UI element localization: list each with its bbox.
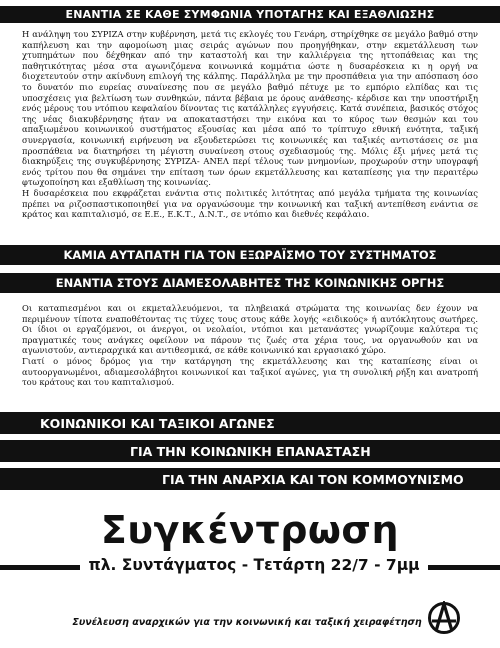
slogan-text: ΓΙΑ ΤΗΝ ΚΟΙΝΩΝΙΚΗ ΕΠΑΝΑΣΤΑΣΗ bbox=[130, 443, 371, 459]
event-details-text: πλ. Συντάγματος - Τετάρτη 22/7 - 7μμ bbox=[88, 556, 420, 574]
banner-against-mediators bbox=[0, 273, 500, 293]
section1-paragraph: Η ανάληψη του ΣΥΡΙΖΑ στην κυβέρνηση, μετά τις εκλογές του Γενάρη, στηρίχθηκε σε μεγάλο βαθμό στην καπήλευση και την αφομοίωση μιας σειράς αγώνων που προηγήθηκαν, στην εκμετάλλευση των χτυπημάτων που δέχθηκαν από την καταστολή και την καλλιέργεια της ηττοπάθειας και της παθητικότητας μέσα στα αγωνιζόμενα κοινωνικά κομμάτια ώστε η δυσαρέσκεια κι η οργή να διοχετευτούν στην ακίνδυνη επιλογή της κάλπης. Παράλληλα με την προσπάθεια για την απόσπαση όσο το δυνατόν πιο ευρείας συναίνεσης που σε μεγάλο βαθμό πέτυχε με το εμπόριο ελπίδας και τις υποσχέσεις για βελτίωση των συνθηκών, πάντα βέβαια με όρους ανάθεσης- κέρδισε και την υποστήριξη ενός μέρους του ντόπιου κεφαλαίου δίνοντας τις κατάλληλες εγγυήσεις. Κατά συνέπεια, βασικός στόχος της νέας διακυβέρνησης ήταν να αποκαταστήσει την εικόνα και το κύρος των θεσμών και του απαξιωμένου κοινωνικού συστήματος εξουσίας και μέσα από το τρίπτυχο εθνική ενότητα, ταξική συνεργασία, κοινωνική ειρήνευση να εξουδετερώσει τις κοινωνικές και ταξικές αντιστάσεις σε μια προσπάθεια να διατηρήσει τη μέγιστη συναίνεση στους σχεδιασμούς της. Μόλις έξι μήνες μετά τις διακηρύξεις της συγκυβέρνησης ΣΥΡΙΖΑ- ΑΝΕΛ περί τέλους των μνημονίων, προχωρούν στην υπογραφή ενός τρίτου που θα σημάνει την επίταση των όρων εκμετάλλευσης και καταπίεσης για την περαιτέρω φτωχοποίηση και εξαθλίωση της κοινωνίας. bbox=[22, 29, 478, 188]
section2-paragraph: Οι καταπιεσμένοι και οι εκμεταλλευόμενοι, τα πληβειακά στρώματα της κοινωνίας δεν έχουν να περιμένουν τίποτα εναποθέτοντας τις τύχες τους στους κάθε λογής «ειδικούς» ή αυτόκλητους σωτήρες. Οι ίδιοι οι εργαζόμενοι, οι άνεργοι, οι νεολαίοι, ντόπιοι και μετανάστες γνωρίζουμε καλύτερα τις πραγματικές τους ανάγκες οφείλουν να πάρουν τις ζωές στα χέρια τους, να οργανωθούν και να αγωνιστούν, αντιεραρχικά και αντιθεσμικά, σε κάθε κοινωνικό και εργασιακό χώρο. bbox=[22, 303, 478, 356]
section2-paragraph: Γιατί ο μόνος δρόμος για την κατάργηση της εκμετάλλευσης και της καταπίεσης είναι οι αυτοοργανωμένοι, αδιαμεσολάβητοι κοινωνικοί και ταξικοί αγώνες, για τη συνολική ρήξη και ανατροπή του κράτους και του καπιταλισμού. bbox=[22, 355, 478, 388]
footer-text-label: Συνέλευση αναρχικών για την κοινωνική και ταξική χειραφέτηση bbox=[72, 617, 422, 628]
banner-no-illusion bbox=[0, 245, 500, 265]
banner-against-mediators-text: ΕΝΑΝΤΙΑ ΣΤΟΥΣ ΔΙΑΜΕΣΟΛΑΒΗΤΕΣ ΤΗΣ ΚΟΙΝΩΝΙΚΗΣ ΟΡΓΗΣ bbox=[55, 276, 445, 290]
section1-paragraph: Η δυσαρέσκεια που εκφράζεται ενάντια στις πολιτικές λιτότητας από μεγάλα τμήματα της κοινωνίας πρέπει να ριζοσπαστικοποιηθεί για να οργανώσουμε την κοινωνική και ταξική αντεπίθεση ενάντια σε κράτος και καπιταλισμό, σε Ε.Ε., Ε.Κ.Τ., Δ.Ν.Τ., σε ντόπιο και διεθνές κεφάλαιο. bbox=[22, 187, 478, 220]
banner-no-illusion-text: ΚΑΜΙΑ ΑΥΤΑΠΑΤΗ ΓΙΑ ΤΟΝ ΕΞΩΡΑΪΣΜΟ ΤΟΥ ΣΥΣΤΗΜΑΤΟΣ bbox=[63, 248, 437, 262]
right-rule bbox=[428, 565, 500, 570]
header-banner-text: ΕΝΑΝΤΙΑ ΣΕ ΚΑΘΕ ΣΥΜΦΩΝΙΑ ΥΠΟΤΑΓΗΣ ΚΑΙ ΕΞΑΘΛΙΩΣΗΣ bbox=[65, 8, 435, 21]
slogan-text: ΓΙΑ ΤΗΝ ΑΝΑΡΧΙΑ ΚΑΙ ΤΟΝ ΚΟΜΜΟΥΝΙΣΜΟ bbox=[162, 471, 464, 487]
slogan-banner bbox=[0, 468, 500, 490]
slogan-text: ΚΟΙΝΩΝΙΚΟΙ ΚΑΙ ΤΑΞΙΚΟΙ ΑΓΩΝΕΣ bbox=[40, 415, 275, 431]
event-details bbox=[80, 556, 428, 574]
slogan-banner bbox=[0, 412, 500, 434]
anarchy-circle-a-svg bbox=[427, 601, 461, 635]
section1-text bbox=[22, 29, 478, 220]
slogan-banner bbox=[0, 440, 500, 462]
anarchy-circle-a-icon bbox=[427, 601, 461, 635]
footer-text bbox=[72, 617, 422, 628]
event-title bbox=[0, 508, 500, 552]
event-title-text: Συγκέντρωση bbox=[100, 508, 400, 552]
left-rule bbox=[0, 565, 80, 570]
header-banner bbox=[0, 6, 500, 23]
section2-text bbox=[22, 303, 478, 388]
